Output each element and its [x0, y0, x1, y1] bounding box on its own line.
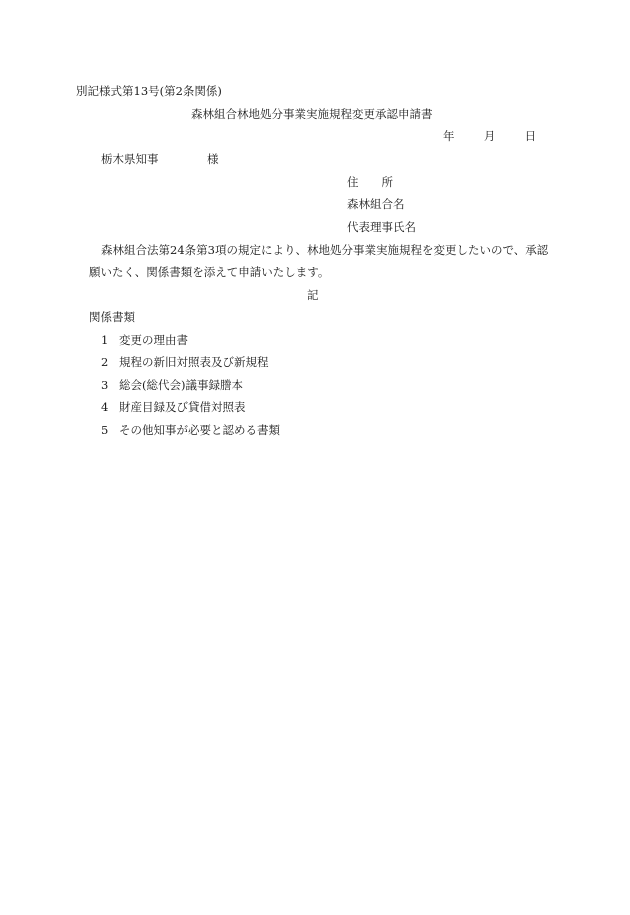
body-line-2: 願いたく、関係書類を添えて申請いたします。 — [89, 265, 330, 279]
list-item: その他知事が必要と認める書類 — [119, 423, 280, 437]
list-item-number: 5 — [101, 423, 109, 437]
list-item-number: 3 — [101, 378, 109, 392]
list-item: 総会(総代会)議事録謄本 — [119, 378, 243, 392]
document-title: 森林組合林地処分事業実施規程変更承認申請書 — [191, 107, 433, 121]
documents-heading: 関係書類 — [89, 310, 135, 324]
ki-marker: 記 — [307, 288, 319, 302]
date-year: 年 — [443, 129, 455, 143]
association-name-label: 森林組合名 — [347, 197, 405, 211]
list-item-number: 1 — [101, 333, 109, 347]
list-item: 規程の新旧対照表及び新規程 — [119, 355, 269, 369]
list-item: 財産目録及び貸借対照表 — [119, 400, 246, 414]
addressee-honorific: 様 — [207, 152, 219, 166]
form-number: 別記様式第13号(第2条関係) — [76, 84, 222, 98]
list-item-number: 2 — [101, 355, 109, 369]
addressee-name: 栃木県知事 — [101, 152, 159, 166]
address-label: 住 所 — [347, 175, 393, 189]
list-item: 変更の理由書 — [119, 333, 188, 347]
date-line — [443, 129, 536, 143]
body-line-1: 森林組合法第24条第3項の規定により、林地処分事業実施規程を変更したいので、承認 — [101, 243, 549, 257]
representative-label: 代表理事氏名 — [347, 220, 416, 234]
date-day: 日 — [524, 129, 537, 143]
date-month: 月 — [483, 129, 496, 143]
list-item-number: 4 — [101, 400, 109, 414]
